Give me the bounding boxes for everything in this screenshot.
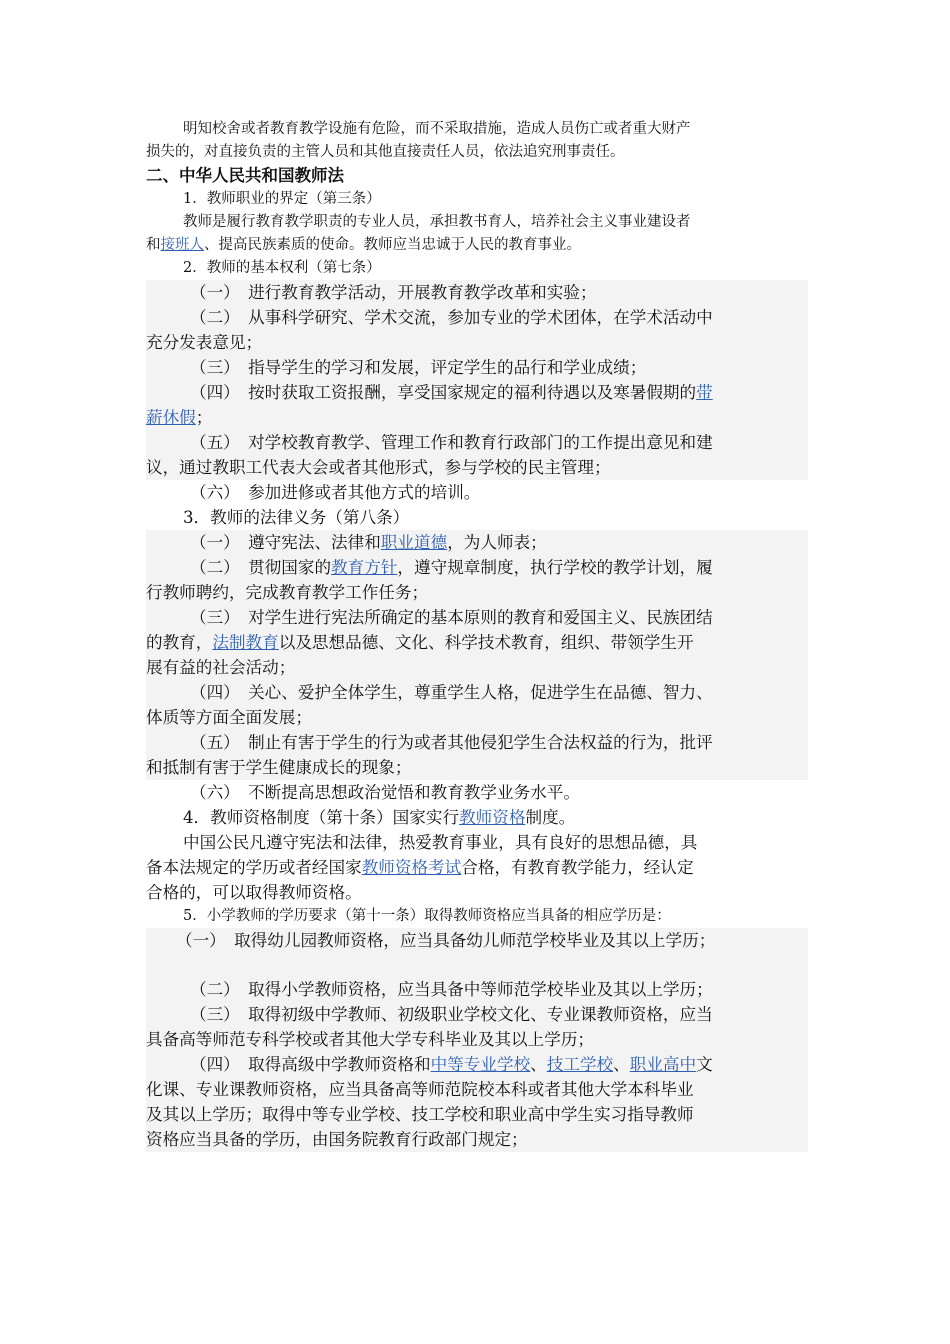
list-item: （五） 对学校教育教学、管理工作和教育行政部门的工作提出意见和建: [190, 433, 713, 452]
list-item-continued: 薪休假；: [146, 408, 213, 427]
list-item-continued: 议，通过教职工代表大会或者其他形式，参与学校的民主管理；: [146, 458, 611, 477]
list-item: （六） 不断提高思想政治觉悟和教育教学业务水平。: [190, 783, 580, 802]
list-item: （三） 取得初级中学教师、初级职业学校文化、专业课教师资格，应当: [190, 1005, 713, 1024]
paragraph-line: 教师是履行教育教学职责的专业人员，承担教书育人，培养社会主义事业建设者: [183, 214, 691, 230]
paragraph-line: 明知校舍或者教育教学设施有危险，而不采取措施，造成人员伤亡或者重大财产: [183, 121, 691, 137]
link-professional-ethics[interactable]: 职业道德: [380, 533, 448, 552]
list-item-continued: 行教师聘约，完成教育教学工作任务；: [146, 583, 429, 602]
paragraph-line: 合格的，可以取得教师资格。: [146, 883, 362, 902]
link-paid-leave[interactable]: 带: [696, 383, 713, 402]
list-item: （一） 取得幼儿园教师资格，应当具备幼儿师范学校毕业及其以上学历；: [176, 931, 716, 950]
list-item: （四） 按时获取工资报酬，享受国家规定的福利待遇以及寒暑假期的带: [190, 383, 713, 402]
document-page: [146, 118, 808, 1152]
list-item-continued: 展有益的社会活动；: [146, 658, 296, 677]
link-technical-school[interactable]: 技工学校: [546, 1055, 614, 1074]
paragraph-line: 和接班人、提高民族素质的使命。教师应当忠诚于人民的教育事业。: [146, 237, 581, 253]
duties-list: [146, 530, 808, 780]
link-secondary-specialized-school[interactable]: 中等专业学校: [430, 1055, 531, 1074]
list-item-continued: 和抵制有害于学生健康成长的现象；: [146, 758, 412, 777]
list-item: （一） 遵守宪法、法律和职业道德，为人师表；: [190, 533, 547, 552]
list-item-continued: 的教育，法制教育以及思想品德、文化、科学技术教育，组织、带领学生开: [146, 633, 694, 652]
paragraph-line: 中国公民凡遵守宪法和法律，热爱教育事业，具有良好的思想品德，具: [183, 833, 698, 852]
list-item-continued: 充分发表意见；: [146, 333, 263, 352]
list-item: （四） 取得高级中学教师资格和中等专业学校、技工学校、职业高中文: [190, 1055, 713, 1074]
article-title: 4．教师资格制度（第十条）国家实行教师资格制度。: [183, 808, 576, 827]
list-item: （二） 从事科学研究、学术交流，参加专业的学术团体，在学术活动中: [190, 308, 713, 327]
list-item: （二） 取得小学教师资格，应当具备中等师范学校毕业及其以上学历；: [190, 980, 713, 999]
link-vocational-high-school[interactable]: 职业高中: [629, 1055, 697, 1074]
list-item: （五） 制止有害于学生的行为或者其他侵犯学生合法权益的行为，批评: [190, 733, 713, 752]
list-item-continued: 化课、专业课教师资格，应当具备高等师范院校本科或者其他大学本科毕业: [146, 1080, 694, 1099]
rights-list: [146, 280, 808, 480]
list-item-continued: 体质等方面全面发展；: [146, 708, 312, 727]
list-item: （一） 进行教育教学活动，开展教育教学改革和实验；: [190, 283, 597, 302]
list-item-continued: 资格应当具备的学历，由国务院教育行政部门规定；: [146, 1130, 528, 1149]
article-title: 3．教师的法律义务（第八条）: [183, 508, 410, 527]
list-item: （三） 对学生进行宪法所确定的基本原则的教育和爱国主义、民族团结: [190, 608, 713, 627]
list-item-continued: 及其以上学历；取得中等专业学校、技工学校和职业高中学生实习指导教师: [146, 1105, 694, 1124]
list-item: （四） 关心、爱护全体学生，尊重学生人格，促进学生在品德、智力、: [190, 683, 713, 702]
link-paid-leave-cont[interactable]: 薪休假: [146, 408, 196, 427]
link-education-policy[interactable]: 教育方针: [331, 558, 398, 577]
list-item: （三） 指导学生的学习和发展，评定学生的品行和学业成绩；: [190, 358, 647, 377]
link-teacher-qualification[interactable]: 教师资格: [459, 808, 526, 827]
link-qualification-exam[interactable]: 教师资格考试: [361, 858, 462, 877]
link-successor[interactable]: 接班人: [160, 237, 204, 253]
link-legal-education[interactable]: 法制教育: [212, 633, 279, 652]
article-title: 1．教师职业的界定（第三条）: [183, 191, 381, 207]
article-title: 5．小学教师的学历要求（第十一条）取得教师资格应当具备的相应学历是：: [183, 908, 671, 924]
article-title: 2．教师的基本权利（第七条）: [183, 260, 381, 276]
list-item: （二） 贯彻国家的教育方针，遵守规章制度，执行学校的教学计划，履: [190, 558, 713, 577]
paragraph-line: 损失的，对直接负责的主管人员和其他直接责任人员，依法追究刑事责任。: [146, 144, 625, 160]
list-item: （六） 参加进修或者其他方式的培训。: [190, 483, 481, 502]
paragraph-line: 备本法规定的学历或者经国家教师资格考试合格，有教育教学能力，经认定: [146, 858, 694, 877]
section-heading: 二、中华人民共和国教师法: [146, 166, 344, 185]
education-requirements-list: [146, 928, 808, 1152]
list-item-continued: 具备高等师范专科学校或者其他大学专科毕业及其以上学历；: [146, 1030, 595, 1049]
